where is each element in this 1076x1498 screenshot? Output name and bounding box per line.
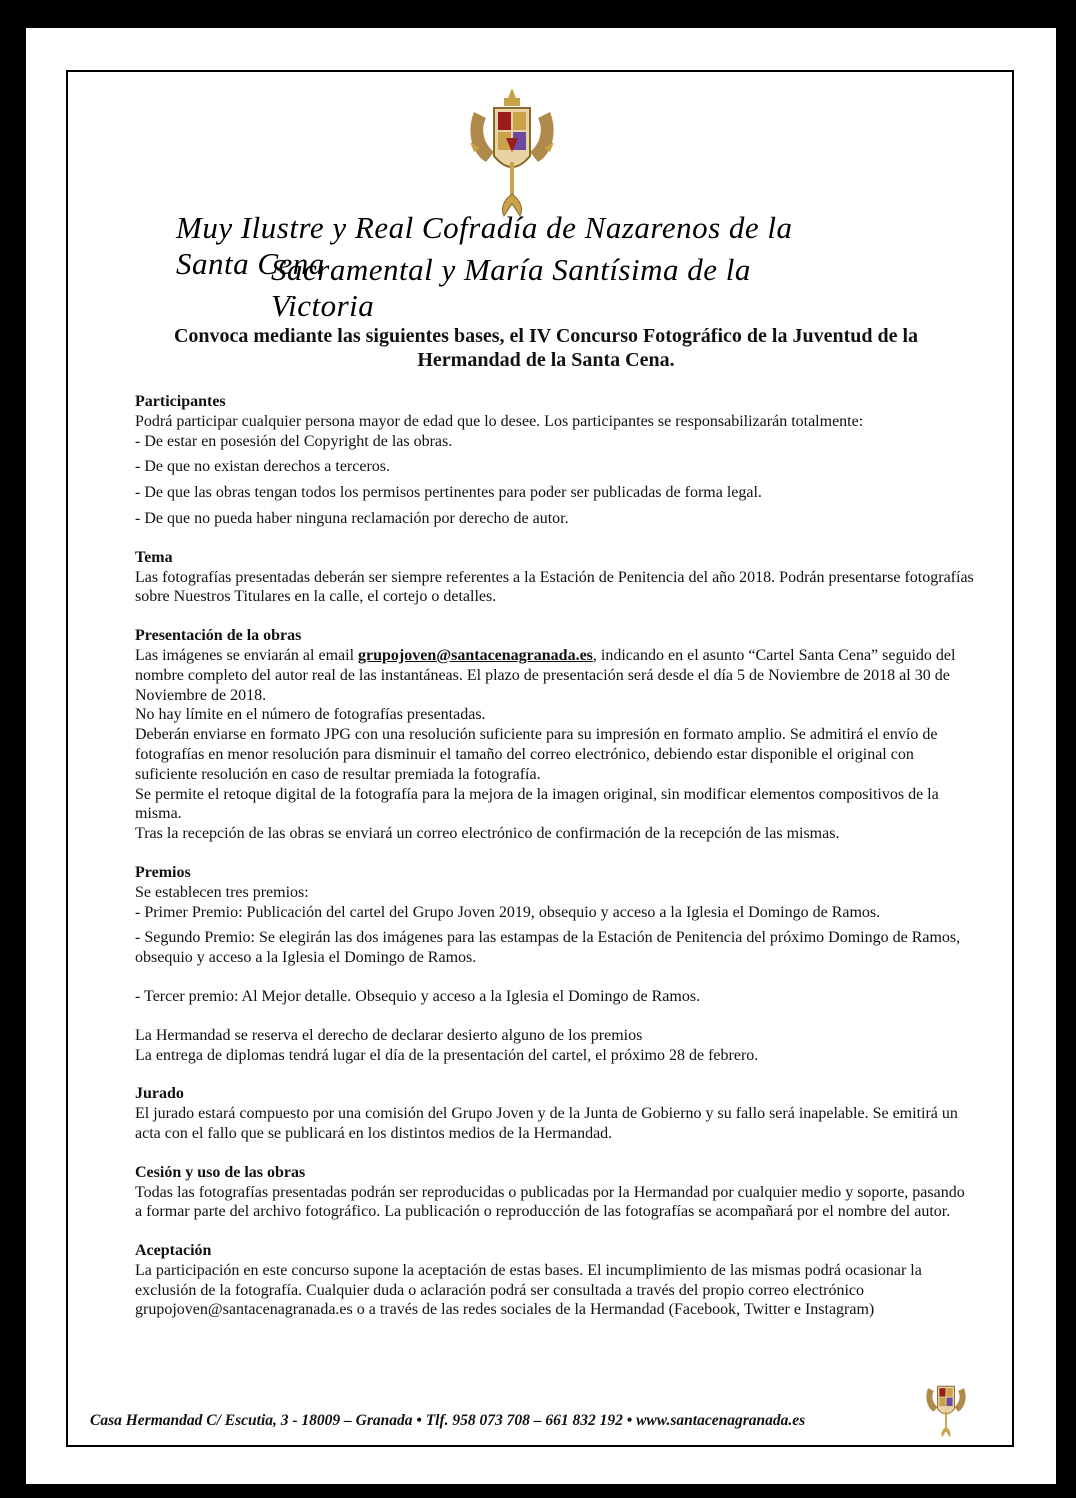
section-title-participantes: Participantes — [135, 393, 226, 410]
presentacion-p1-start: Las imágenes se enviarán al email — [135, 646, 359, 664]
contest-rules — [135, 392, 975, 1320]
presentacion-p1-end: , indicando en el asunto “Cartel Santa Cena” seguido del nombre completo del autor real de las instantáneas. El plazo de presentación será desde el día 5 de Noviembre de 2018 al 30 de Noviembre de 2018. — [135, 646, 956, 704]
list-item: - De estar en posesión del Copyright de las obras. — [135, 432, 453, 450]
section-title-aceptacion: Aceptación — [135, 1242, 212, 1260]
section-title-presentacion: Presentación de la obras — [135, 627, 302, 645]
premio-segundo: - Segundo Premio: Se elegirán las dos imágenes para las estampas de la Estación de Penitencia del próximo Domingo de Ramos, obsequio y acceso a la Iglesia el Domingo de Ramos. — [135, 929, 961, 967]
list-item: - De que no existan derechos a terceros. — [135, 458, 390, 476]
contact-email-link[interactable]: grupojoven@santacenagranada.es — [358, 646, 593, 664]
premios-note1: La Hermandad se reserva el derecho de declarar desierto alguno de los premios — [135, 1026, 643, 1044]
presentacion-p2: No hay límite en el número de fotografías presentadas. — [135, 706, 486, 724]
premio-primero: - Primer Premio: Publicación del cartel del Grupo Joven 2019, obsequio y acceso a la Iglesia el Domingo de Ramos. — [135, 903, 881, 921]
list-item: - De que las obras tengan todos los permisos pertinentes para poder ser publicadas de forma legal. — [135, 484, 762, 502]
section-title-cesion: Cesión y uso de las obras — [135, 1163, 306, 1181]
section-title-jurado: Jurado — [135, 1085, 184, 1103]
presentacion-p5: Tras la recepción de las obras se enviará un correo electrónico de confirmación de la recepción de las mismas. — [135, 825, 840, 843]
presentacion-p1 — [135, 646, 975, 705]
premio-tercero: - Tercer premio: Al Mejor detalle. Obsequio y acceso a la Iglesia el Domingo de Ramos. — [135, 987, 701, 1005]
section-title-premios: Premios — [135, 863, 191, 881]
document-page — [26, 28, 1056, 1484]
brotherhood-crest-logo — [464, 82, 560, 222]
premios-intro: Se establecen tres premios: — [135, 883, 309, 901]
brotherhood-name-line2: Sacramental y María Santísima de la Victoria — [271, 252, 751, 323]
presentacion-p4: Se permite el retoque digital de la fotografía para la mejora de la imagen original, sin modificar elementos compositivos de la misma. — [135, 785, 939, 823]
brotherhood-name-line1: Muy Ilustre y Real Cofradía de Nazarenos de la Santa Cena — [176, 210, 793, 281]
tema-text: Las fotografías presentadas deberán ser siempre referentes a la Estación de Penitencia del año 2018. Podrán presentarse fotografías sobre Nuestros Titulares en la calle, el cortejo o detalles. — [135, 568, 974, 606]
footer-contact-info: Casa Hermandad C/ Escutia, 3 - 18009 – Granada • Tlf. 958 073 708 – 661 832 192 • www.santacenagranada.es — [90, 1412, 806, 1429]
footer-crest-logo — [918, 1374, 974, 1440]
contest-heading: Convoca mediante las siguientes bases, el IV Concurso Fotográfico de la Juventud de la Hermandad de la Santa Cena. — [173, 325, 919, 371]
list-item: - De que no pueda haber ninguna reclamación por derecho de autor. — [135, 509, 569, 527]
participantes-intro: Podrá participar cualquier persona mayor de edad que lo desee. Los participantes se responsabilizarán totalmente: — [135, 412, 864, 430]
aceptacion-text: La participación en este concurso supone la aceptación de estas bases. El incumplimiento de las mismas podrá ocasionar la exclusión de la fotografía. Cualquier duda o aclaración podrá ser consultada a través del propio correo electrónico grupojoven@santacenagranada.es o a través de las redes sociales de la Hermandad (Facebook, Twitter e Instagram) — [135, 1261, 922, 1319]
cesion-text: Todas las fotografías presentadas podrán ser reproducidas o publicadas por la Hermandad por cualquier medio y soporte, pasando a formar parte del archivo fotográfico. La publicación o reproducción de las fotografías se acompañará por el nombre del autor. — [135, 1183, 965, 1221]
jurado-text: El jurado estará compuesto por una comisión del Grupo Joven y de la Junta de Gobierno y su fallo será inapelable. Se emitirá un acta con el fallo que se publicará en los distintos medios de la Hermandad. — [135, 1105, 958, 1142]
presentacion-p3: Deberán enviarse en formato JPG con una resolución suficiente para su impresión en formato amplio. Se admitirá el envío de fotografías en menor resolución para disminuir el tamaño del correo electrónico, debiendo estar disponible el original con suficiente resolución en caso de resultar premiada la fotografía. — [135, 726, 938, 783]
premios-note2: La entrega de diplomas tendrá lugar el día de la presentación del cartel, el próximo 28 de febrero. — [135, 1046, 759, 1064]
section-title-tema: Tema — [135, 548, 173, 566]
